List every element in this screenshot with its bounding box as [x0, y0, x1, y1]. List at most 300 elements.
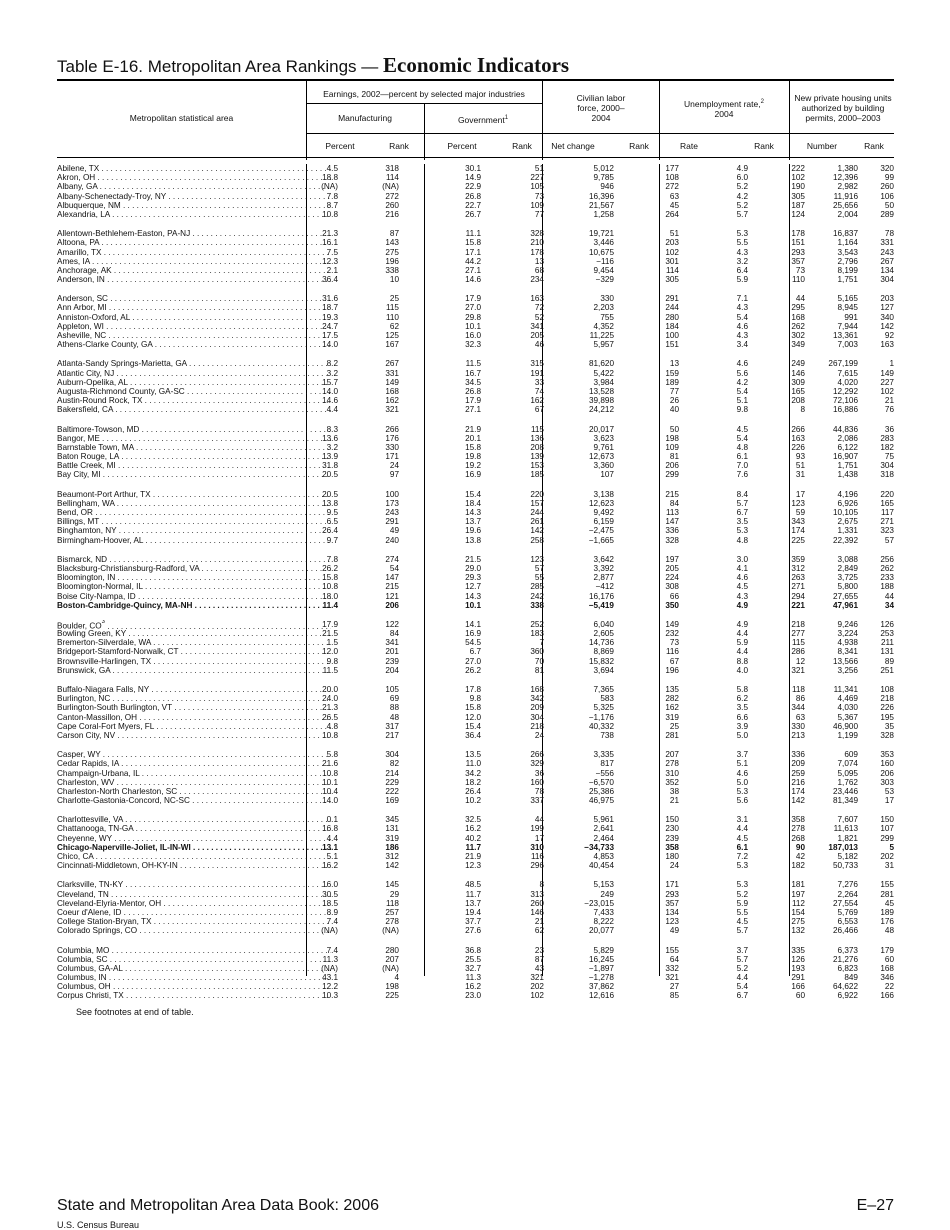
table-row [57, 434, 894, 443]
cell-value: 7,944 [837, 321, 858, 331]
table-row [57, 201, 894, 210]
cell-value: 66 [669, 591, 679, 601]
cell-value: 48.5 [465, 880, 481, 890]
cell-value: 3,256 [837, 665, 858, 675]
cell-value: 208 [530, 442, 544, 452]
cell-value: 7,003 [837, 340, 858, 350]
cell-value: 280 [665, 312, 679, 322]
table-row [57, 266, 894, 275]
cell-value: 328 [880, 730, 894, 740]
area-name: Corpus Christi, TX . . . [57, 991, 331, 1000]
cell-value: 100 [385, 489, 399, 499]
area-name: Augusta-Richmond County, GA-SC . . . [57, 387, 331, 396]
cell-value: 357 [665, 898, 679, 908]
cell-value: 102 [791, 173, 805, 183]
cell-value: (NA) [321, 926, 338, 936]
cell-value: 293 [665, 889, 679, 899]
cell-value: 176 [385, 433, 399, 443]
cell-value: 13.9 [322, 452, 338, 462]
cell-value: 149 [880, 368, 894, 378]
cell-value: 13.6 [322, 433, 338, 443]
cell-value: 113 [665, 508, 679, 517]
cell-value: 155 [665, 945, 679, 955]
area-name: Casper, WY . . . [57, 750, 331, 759]
cell-value: 206 [665, 461, 679, 471]
table-row [57, 359, 894, 368]
cell-value: 146 [530, 907, 544, 917]
area-name: Binghamton, NY . . . [57, 526, 331, 535]
row-group [57, 815, 894, 870]
cell-value: 350 [665, 600, 679, 610]
cell-value: 14.3 [465, 591, 481, 601]
table-row [57, 248, 894, 257]
cell-value: 12,673 [588, 452, 614, 462]
cell-value: 82 [389, 759, 399, 769]
cell-value: 17.9 [465, 294, 481, 304]
cell-value: 16,886 [832, 405, 858, 415]
cell-value: 9.5 [326, 508, 338, 517]
cell-value: 5.7 [736, 498, 748, 508]
cell-value: 7,615 [837, 368, 858, 378]
area-name: Boston-Cambridge-Quincy, MA-NH . . . [57, 601, 331, 610]
area-name: Battle Creek, MI . . . [57, 461, 331, 470]
cell-value: 12 [795, 656, 805, 666]
area-name: Bremerton-Silverdale, WA . . . [57, 638, 331, 647]
cell-value: 76 [884, 405, 894, 415]
cell-value: 4.3 [736, 247, 748, 257]
cell-value: 8.8 [736, 656, 748, 666]
cell-value: 310 [665, 768, 679, 778]
cell-value: 63 [795, 712, 805, 722]
cell-value: 304 [880, 461, 894, 471]
area-name: Cincinnati-Middletown, OH-KY-IN . . . [57, 861, 331, 870]
cell-value: 18.8 [322, 173, 338, 183]
cell-value: 16.2 [322, 861, 338, 871]
cell-value: 14.1 [465, 619, 481, 629]
cell-value: 213 [791, 730, 805, 740]
cell-value: 9,761 [593, 442, 614, 452]
area-name: Anchorage, AK . . . [57, 266, 331, 275]
cell-value: 37.7 [465, 917, 481, 927]
cell-value: 48 [884, 926, 894, 936]
cell-value: 209 [791, 759, 805, 769]
cell-value: 10.1 [322, 777, 338, 787]
cell-value: 10.8 [322, 209, 338, 219]
cell-value: 5.4 [736, 982, 748, 992]
cell-value: 84 [669, 498, 679, 508]
cell-value: 8,341 [837, 647, 858, 657]
cell-value: 190 [791, 182, 805, 192]
cell-value: 5.6 [736, 796, 748, 806]
cell-value: 226 [791, 442, 805, 452]
cell-value: 131 [385, 824, 399, 834]
cell-value: 6,922 [837, 991, 858, 1001]
cell-value: 323 [880, 526, 894, 536]
cell-value: 53 [884, 786, 894, 796]
cell-value: 251 [880, 665, 894, 675]
cell-value: 217 [385, 730, 399, 740]
row-group [57, 946, 894, 1001]
cell-value: 5 [889, 842, 894, 852]
cell-value: 131 [880, 647, 894, 657]
cell-value: 151 [665, 340, 679, 350]
cell-value: 341 [385, 638, 399, 648]
table-row [57, 666, 894, 675]
cell-value: 261 [530, 517, 544, 527]
table-row [57, 973, 894, 982]
cell-value: 12.2 [322, 982, 338, 992]
cell-value: 87 [534, 954, 544, 964]
table-row [57, 657, 894, 666]
cell-value: 17.9 [322, 619, 338, 629]
cell-value: 304 [530, 712, 544, 722]
cell-value: 25,386 [588, 786, 614, 796]
cell-value: 3.5 [736, 517, 748, 527]
area-name: Athens-Clarke County, GA . . . [57, 340, 331, 349]
cell-value: 6.7 [736, 991, 748, 1001]
row-group [57, 229, 894, 284]
cell-value: 267,199 [828, 359, 858, 369]
cell-value: 5,800 [837, 582, 858, 592]
area-name: Ames, IA . . . [57, 257, 331, 266]
cell-value: 48 [389, 712, 399, 722]
cell-value: 4,853 [593, 852, 614, 861]
cell-value: 19,721 [588, 229, 614, 239]
table-row [57, 899, 894, 908]
cell-value: 21.3 [322, 229, 338, 239]
cell-value: 21 [534, 917, 544, 927]
cell-value: 755 [600, 312, 614, 322]
cell-value: 205 [530, 331, 544, 340]
cell-value: 166 [880, 991, 894, 1001]
table-row [57, 703, 894, 712]
cell-value: 817 [600, 759, 614, 769]
cell-value: 4.4 [326, 405, 338, 415]
cell-value: 11.5 [322, 665, 338, 675]
cell-value: 3.2 [736, 256, 748, 266]
cell-value: 4.0 [736, 665, 748, 675]
cell-value: 87 [389, 229, 399, 239]
cell-value: 3.4 [736, 340, 748, 350]
cell-value: 991 [844, 312, 858, 322]
cell-value: 171 [385, 452, 399, 462]
cell-value: 10 [389, 275, 399, 285]
cell-value: 210 [530, 238, 544, 248]
cell-value: 40,454 [588, 861, 614, 871]
cell-value: 21.9 [465, 852, 481, 861]
cell-value: 24.0 [322, 694, 338, 704]
cell-value: 198 [665, 433, 679, 443]
cell-value: 278 [385, 917, 399, 927]
cell-value: 74 [534, 386, 544, 396]
cell-value: 12.3 [465, 861, 481, 871]
cell-value: 24,212 [588, 405, 614, 415]
cell-value: 25,656 [832, 200, 858, 210]
area-name: Charlotte-Gastonia-Concord, NC-SC . . . [57, 796, 331, 805]
cell-value: 19.3 [322, 312, 338, 322]
cell-value: 262 [880, 563, 894, 573]
cell-value: 124 [791, 209, 805, 219]
cell-value: 81 [534, 665, 544, 675]
cell-value: 165 [791, 386, 805, 396]
cell-value: 239 [665, 833, 679, 843]
cell-value: 15,832 [588, 656, 614, 666]
cell-value: 206 [880, 768, 894, 778]
cell-value: −1,665 [588, 535, 614, 545]
cell-value: 44 [795, 294, 805, 304]
cell-value: 193 [791, 963, 805, 973]
cell-value: 24 [669, 861, 679, 871]
cell-value: 114 [665, 265, 679, 275]
cell-value: 4.9 [736, 619, 748, 629]
cell-value: 5,367 [837, 712, 858, 722]
cell-value: 5.2 [736, 200, 748, 210]
cell-value: 115 [385, 303, 399, 313]
cell-value: 5.1 [736, 396, 748, 406]
cell-value: 227 [530, 173, 544, 183]
cell-value: 105 [385, 685, 399, 694]
cell-value: 4 [394, 973, 399, 983]
cell-value: 11.1 [465, 229, 481, 239]
cell-value: 183 [530, 629, 544, 639]
cell-value: 169 [385, 796, 399, 806]
cell-value: 3,543 [837, 247, 858, 257]
cell-value: 70 [534, 656, 544, 666]
cell-value: 946 [600, 182, 614, 192]
cell-value: 208 [791, 396, 805, 406]
cell-value: 5.3 [736, 229, 748, 239]
cell-value: 189 [665, 377, 679, 387]
cell-value: 353 [880, 750, 894, 760]
subhead-net-change: Net change [551, 141, 595, 151]
cell-value: 274 [385, 554, 399, 564]
cell-value: 45 [669, 200, 679, 210]
table-row [57, 526, 894, 535]
cell-value: 222 [791, 164, 805, 173]
cell-value: 263 [791, 573, 805, 583]
table-row [57, 313, 894, 322]
cell-value: 110 [385, 312, 399, 322]
cell-value: 5.2 [736, 182, 748, 192]
table-row [57, 470, 894, 479]
row-group [57, 359, 894, 414]
cell-value: 7,074 [837, 759, 858, 769]
cell-value: 10,675 [588, 247, 614, 257]
cell-value: 4.1 [736, 563, 748, 573]
cell-value: 7.5 [326, 247, 338, 257]
area-name: Bellingham, WA . . . [57, 499, 331, 508]
cell-value: 336 [665, 526, 679, 536]
cell-value: 26.5 [322, 712, 338, 722]
header-unemployment: Unemployment rate,$^2$ 2004 [684, 98, 764, 119]
cell-value: 134 [665, 907, 679, 917]
cell-value: 2,982 [837, 182, 858, 192]
table-row [57, 555, 894, 564]
cell-value: 2,849 [837, 563, 858, 573]
cell-value: 7,276 [837, 880, 858, 890]
cell-value: 11,613 [833, 824, 858, 834]
cell-value: 12,616 [588, 991, 614, 1001]
cell-value: 281 [880, 889, 894, 899]
table-row [57, 852, 894, 861]
cell-value: 9,454 [593, 265, 614, 275]
cell-value: 271 [791, 582, 805, 592]
cell-value: 73 [669, 638, 679, 648]
cell-value: 4,938 [837, 638, 858, 648]
cell-value: 196 [665, 665, 679, 675]
cell-value: 117 [880, 508, 894, 517]
cell-value: 27.0 [465, 656, 481, 666]
cell-value: 126 [791, 954, 805, 964]
area-name: Charleston-North Charleston, SC . . . [57, 787, 331, 796]
cell-value: −2,475 [588, 526, 614, 536]
cell-value: 16.0 [465, 331, 481, 340]
cell-value: 220 [880, 489, 894, 499]
subhead-housing-rank: Rank [864, 141, 884, 151]
area-name: Appleton, WI . . . [57, 322, 331, 331]
cell-value: 6.1 [736, 842, 748, 852]
cell-value: 11.0 [465, 759, 481, 769]
cell-value: 318 [385, 164, 399, 173]
cell-value: 5.8 [736, 685, 748, 694]
cell-value: 16.2 [465, 982, 481, 992]
cell-value: 49 [669, 926, 679, 936]
cell-value: 107 [600, 470, 614, 480]
cell-value: 27.1 [465, 265, 481, 275]
cell-value: 201 [385, 647, 399, 657]
cell-value: 17.5 [322, 331, 338, 340]
table-row [57, 331, 894, 340]
area-name: Bloomington-Normal, IL . . . [57, 582, 331, 591]
cell-value: 218 [530, 721, 544, 731]
cell-value: 32.3 [465, 340, 481, 350]
cell-value: 30.1 [465, 164, 481, 173]
cell-value: 115 [530, 424, 544, 434]
cell-value: 738 [600, 730, 614, 740]
cell-value: 60 [884, 954, 894, 964]
cell-value: 136 [530, 433, 544, 443]
cell-value: 26.2 [465, 665, 481, 675]
cell-value: 147 [385, 573, 399, 583]
cell-value: 257 [385, 907, 399, 917]
cell-value: 10.1 [465, 321, 481, 331]
cell-value: 3,335 [593, 750, 614, 760]
cell-value: 47,961 [832, 600, 858, 610]
cell-value: 5.1 [326, 852, 338, 861]
cell-value: 102 [665, 247, 679, 257]
cell-value: 289 [880, 209, 894, 219]
cell-value: 121 [385, 591, 399, 601]
cell-value: 266 [530, 750, 544, 760]
cell-value: 181 [791, 880, 805, 890]
cell-value: 5.0 [736, 777, 748, 787]
area-name: Columbia, MO . . . [57, 946, 331, 955]
table-row [57, 164, 894, 173]
row-group [57, 620, 894, 675]
area-name: Brunswick, GA . . . [57, 666, 331, 675]
cell-value: 299 [880, 833, 894, 843]
row-group [57, 490, 894, 545]
cell-value: 36.4 [322, 275, 338, 285]
cell-value: 15.4 [465, 489, 481, 499]
cell-value: 2,641 [593, 824, 614, 834]
cell-value: 357 [791, 256, 805, 266]
cell-value: 31 [884, 861, 894, 871]
cell-value: 16.7 [465, 368, 481, 378]
cell-value: 189 [880, 907, 894, 917]
area-name: Birmingham-Hoover, AL . . . [57, 536, 331, 545]
cell-value: 142 [880, 321, 894, 331]
area-name: Cape Coral-Fort Myers, FL . . . [57, 722, 331, 731]
cell-value: −1,278 [588, 973, 614, 983]
table-row [57, 601, 894, 610]
cell-value: 308 [665, 582, 679, 592]
cell-value: 318 [880, 470, 894, 480]
cell-value: 8.7 [326, 200, 338, 210]
table-row [57, 452, 894, 461]
cell-value: 36.4 [465, 730, 481, 740]
cell-value: 44,836 [832, 424, 858, 434]
cell-value: 108 [665, 173, 679, 183]
area-name: Cleveland-Elyria-Mentor, OH . . . [57, 899, 331, 908]
cell-value: 6,159 [593, 517, 614, 527]
table-row [57, 294, 894, 303]
cell-value: 18.0 [322, 591, 338, 601]
footnote: See footnotes at end of table. [76, 1007, 194, 1017]
cell-value: 9.8 [736, 405, 748, 415]
cell-value: 150 [880, 815, 894, 825]
cell-value: 108 [880, 685, 894, 694]
subhead-rate: Rate [680, 141, 698, 151]
cell-value: 27.1 [465, 405, 481, 415]
cell-value: 225 [791, 535, 805, 545]
cell-value: 260 [385, 200, 399, 210]
cell-value: 150 [665, 815, 679, 825]
cell-value: 6,373 [837, 945, 858, 955]
cell-value: 345 [385, 815, 399, 825]
cell-value: 13.8 [322, 498, 338, 508]
cell-value: 90 [795, 842, 805, 852]
cell-value: 145 [385, 880, 399, 890]
cell-value: 3,088 [837, 554, 858, 564]
cell-value: 328 [530, 229, 544, 239]
table-row [57, 564, 894, 573]
cell-value: 4.5 [736, 424, 748, 434]
area-name: Burlington-South Burlington, VT . . . [57, 703, 331, 712]
cell-value: 6.2 [736, 694, 748, 704]
cell-value: 25.5 [465, 954, 481, 964]
cell-value: 249 [791, 359, 805, 369]
cell-value: 232 [665, 629, 679, 639]
table-row [57, 238, 894, 247]
cell-value: 4,020 [837, 377, 858, 387]
cell-value: 267 [385, 359, 399, 369]
area-name: Anderson, SC . . . [57, 294, 331, 303]
area-name: Champaign-Urbana, IL . . . [57, 769, 331, 778]
cell-value: 68 [534, 265, 544, 275]
cell-value: 317 [385, 721, 399, 731]
table-row [57, 275, 894, 284]
cell-value: 4.9 [736, 600, 748, 610]
cell-value: 3.2 [326, 442, 338, 452]
table-row [57, 443, 894, 452]
cell-value: 11.4 [322, 600, 338, 610]
cell-value: 84 [389, 629, 399, 639]
cell-value: 3.5 [736, 703, 748, 713]
cell-value: 17 [884, 796, 894, 806]
cell-value: 188 [880, 582, 894, 592]
cell-value: 153 [530, 461, 544, 471]
